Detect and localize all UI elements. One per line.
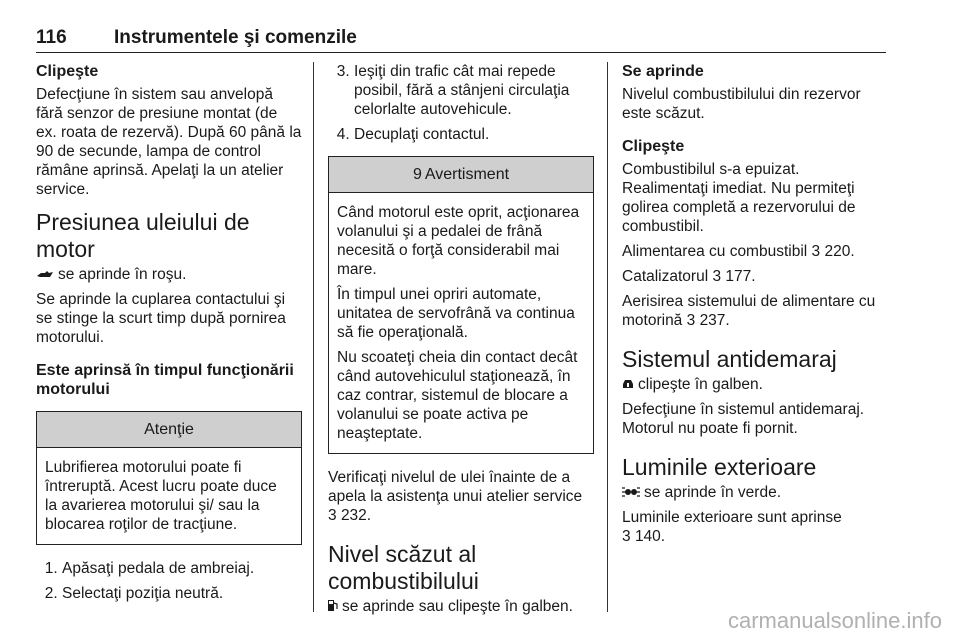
- caution-text: Lubrifierea motorului poate fi întreruptă. Acest lucru poate duce la avarierea motorului şi/ sau la blocarea roţilor de tracţiune.: [45, 459, 277, 533]
- car-key-icon: [622, 375, 634, 394]
- page-number: 116: [36, 27, 67, 48]
- page-ref[interactable]: 177.: [725, 268, 756, 285]
- caution-title: Atenţie: [37, 412, 301, 448]
- paragraph: Aerisirea sistemului de alimentare cu motorină 3 237.: [622, 293, 876, 329]
- column-divider: [607, 62, 608, 612]
- column-3: [622, 62, 888, 552]
- paragraph: Nivelul combustibilului din rezervor este scăzut.: [622, 86, 861, 122]
- warning-header: [329, 157, 593, 193]
- paragraph: Combustibilul s-a epuizat. Realimentaţi imediat. Nu permiteţi golirea completă a rezervorului de combustibil.: [622, 161, 856, 235]
- oil-can-icon: [36, 265, 54, 284]
- page-header: [36, 28, 886, 53]
- page-ref[interactable]: 237.: [699, 312, 730, 329]
- list-item: 4. Decuplaţi contactul.: [354, 125, 594, 144]
- warning-icon: 9: [412, 166, 422, 183]
- subheading-blinks: Clipeşte: [622, 138, 685, 155]
- page-ref[interactable]: 232.: [340, 507, 372, 524]
- lights-status: se aprinde în verde.: [622, 483, 888, 502]
- page-title: Instrumentele şi comenzile: [114, 27, 357, 48]
- subheading-running: Este aprinsă în timpul funcţionării motorului: [36, 362, 294, 398]
- page-ref-icon: 3: [622, 528, 631, 545]
- subheading-blinks: Clipeşte: [36, 63, 99, 80]
- page-ref-icon: 3: [686, 312, 696, 329]
- warning-text: Nu scoateţi cheia din contact decât când autovehiculul staţionează, în caz contrar, sistemul de blocare a volanului se poate activa pe neaşteptate.: [337, 349, 578, 442]
- page-ref[interactable]: 140.: [634, 528, 666, 545]
- paragraph: Defecţiune în sistemul antidemaraj. Motorul nu poate fi pornit.: [622, 401, 865, 437]
- paragraph: Se aprinde la cuplarea contactului şi se stinge la scurt timp după pornirea motorului.: [36, 291, 286, 346]
- warning-text: În timpul unei opriri automate, unitatea de servofrână va continua să fie operaţională.: [337, 286, 575, 341]
- paragraph: Alimentarea cu combustibil 3 220.: [622, 243, 855, 260]
- subheading-lights-on: Se aprinde: [622, 63, 704, 80]
- heading-immobiliser: Sistemul antidemaraj: [622, 346, 837, 372]
- immo-status: clipeşte în galben.: [622, 375, 888, 394]
- page-ref-icon: 3: [712, 268, 722, 285]
- warning-box: [328, 156, 594, 454]
- paragraph: Catalizatorul 3 177.: [622, 268, 756, 285]
- fuel-status: se aprinde sau clipeşte în galben.: [328, 597, 594, 616]
- steps-list: [36, 559, 302, 603]
- paragraph: Luminile exterioare sunt aprinse 3 140.: [622, 509, 842, 545]
- heading-low-fuel: Nivel scăzut al combustibilului: [328, 541, 479, 594]
- paragraph: Verificaţi nivelul de ulei înainte de a apela la asistenţa unui atelier service 3 232.: [328, 469, 583, 524]
- column-2: [328, 62, 594, 622]
- caution-box: [36, 411, 302, 545]
- column-1: [36, 62, 302, 609]
- exterior-lights-icon: [622, 483, 640, 502]
- steps-list: [328, 62, 594, 144]
- warning-text: Când motorul este oprit, acţionarea volanului şi a pedalei de frână necesită o forţă considerabil mai mare.: [337, 204, 580, 278]
- list-item: 1. Apăsaţi pedala de ambreiaj.: [62, 559, 302, 578]
- fuel-pump-icon: [328, 597, 338, 616]
- heading-exterior-lights: Luminile exterioare: [622, 454, 817, 480]
- list-item: 3. Ieşiţi din trafic cât mai repede posibil, fără a stânjeni circulaţia celorlalte autovehicule.: [354, 62, 594, 119]
- oil-status: se aprinde în roşu.: [36, 265, 302, 284]
- page-ref-icon: 3: [328, 507, 337, 524]
- heading-oil-pressure: Presiunea uleiului de motor: [36, 209, 250, 262]
- page-ref-icon: 3: [811, 243, 821, 260]
- list-item: 2. Selectaţi poziţia neutră.: [62, 584, 302, 603]
- paragraph: Defecţiune în sistem sau anvelopă fără senzor de presiune montat (de ex. roata de rezervă). După 60 până la 90 de secunde, lampa de control rămâne aprinsă. Apelaţi la un atelier service.: [36, 86, 302, 198]
- column-divider: [313, 62, 314, 612]
- warning-title: Avertisment: [424, 166, 510, 183]
- watermark: carmanualsonline.info: [727, 608, 942, 633]
- page-ref[interactable]: 220.: [824, 243, 855, 260]
